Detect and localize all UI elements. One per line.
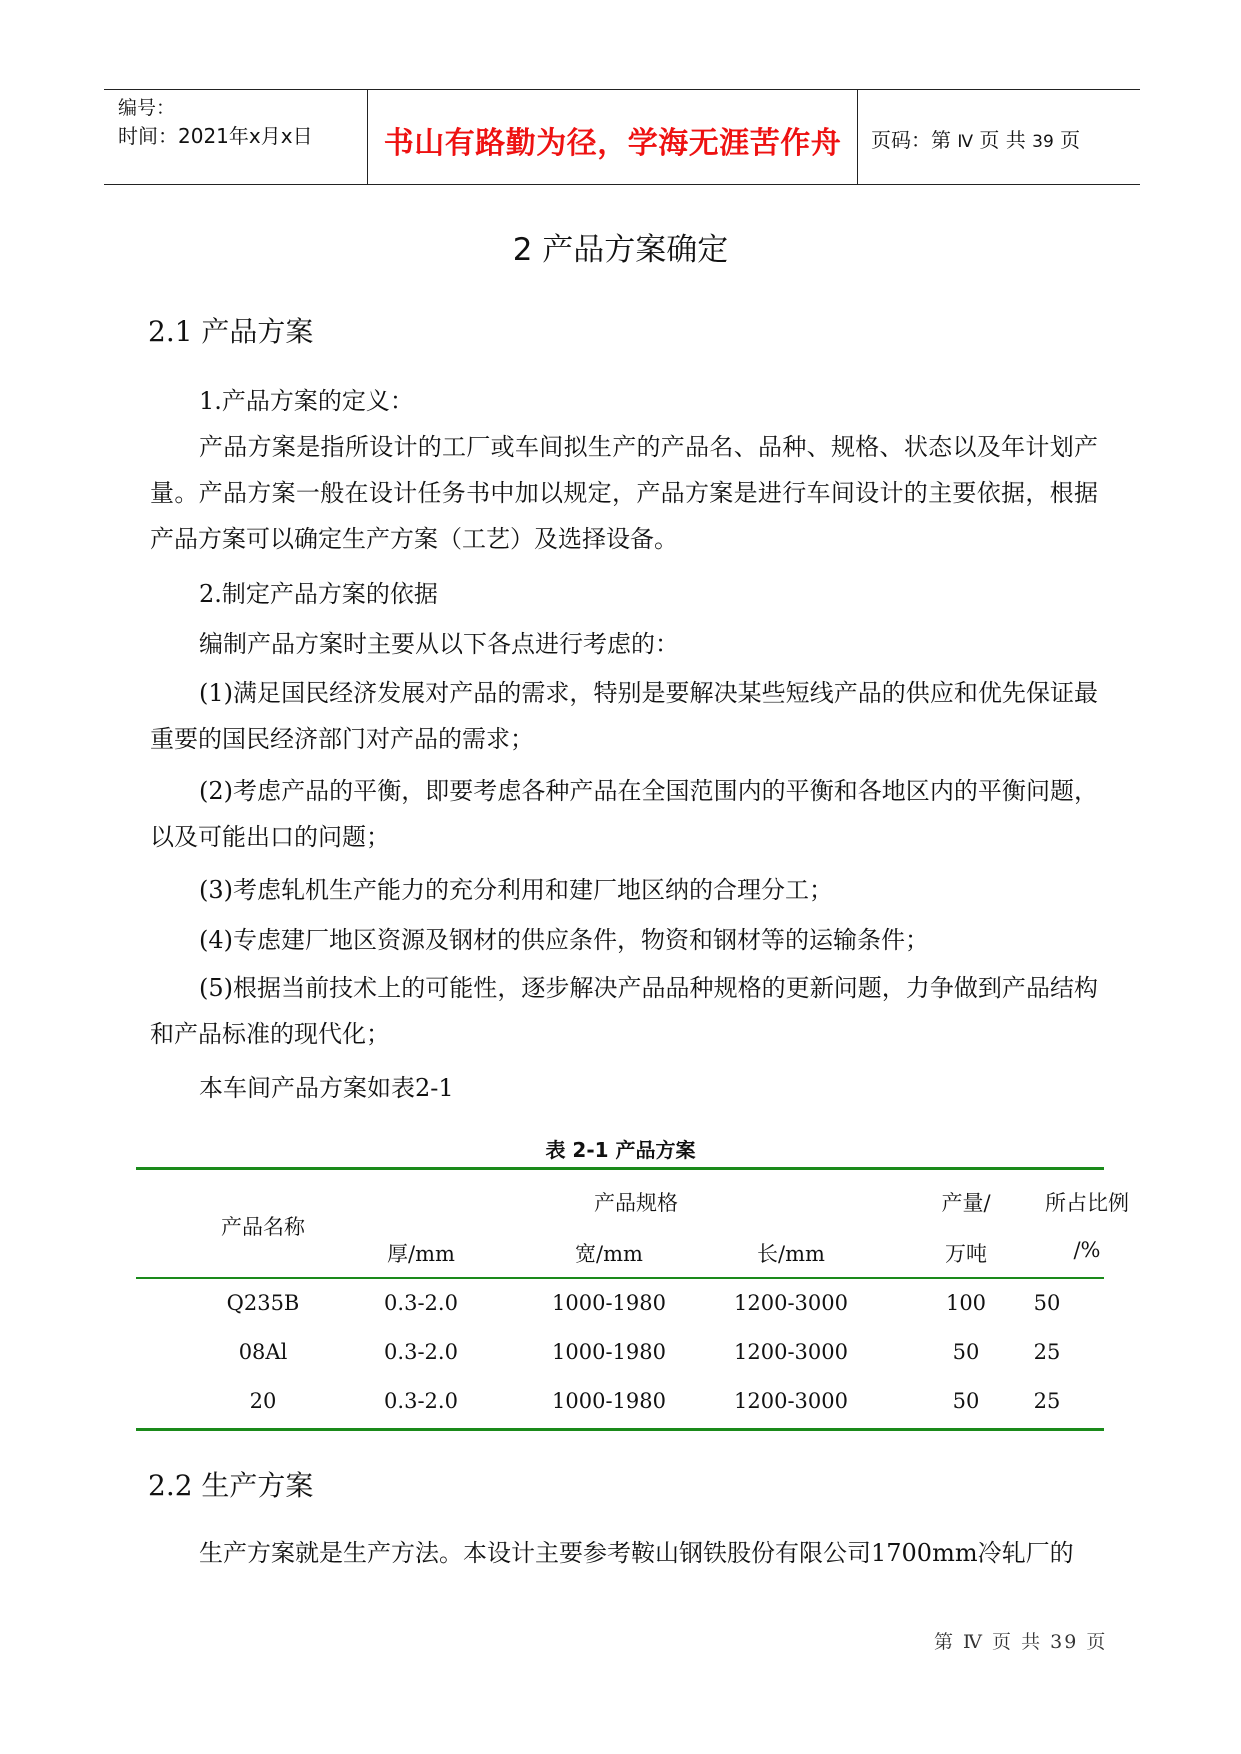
table-header-width: 宽/mm bbox=[575, 1242, 643, 1266]
table-cell-thick: 0.3-2.0 bbox=[384, 1389, 458, 1413]
table-header-spec: 产品规格 bbox=[594, 1191, 678, 1215]
table-header-length: 长/mm bbox=[757, 1242, 825, 1266]
table-bottom-rule bbox=[136, 1428, 1104, 1431]
table-cell-thick: 0.3-2.0 bbox=[384, 1291, 458, 1315]
header-page-total: 39 bbox=[1032, 132, 1054, 152]
table-cell-name: 20 bbox=[249, 1389, 277, 1413]
table-top-rule bbox=[136, 1167, 1104, 1170]
table-caption: 表 2-1 产品方案 bbox=[545, 1138, 696, 1162]
table-cell-length: 1200-3000 bbox=[734, 1389, 848, 1413]
page-header bbox=[104, 89, 1140, 185]
document-number-label: 编号： bbox=[118, 97, 176, 119]
table-header-rule bbox=[136, 1277, 1104, 1279]
table-header-output: 产量/ bbox=[941, 1191, 991, 1215]
table-cell-length: 1200-3000 bbox=[734, 1340, 848, 1364]
table-cell-ratio: 25 bbox=[1033, 1389, 1061, 1413]
document-time: 时间：2021年x月x日 bbox=[118, 124, 313, 148]
header-page-current: Ⅳ bbox=[957, 132, 974, 152]
header-info-cell bbox=[104, 90, 368, 184]
page-footer: 第 Ⅳ 页 共 39 页 bbox=[934, 1631, 1108, 1653]
section-heading-2-2: 2.2 生产方案 bbox=[148, 1469, 314, 1502]
paragraph: 生产方案就是生产方法。本设计主要参考鞍山钢铁股份有限公司1700mm冷轧厂的 bbox=[199, 1539, 1074, 1567]
header-motto: 书山有路勤为径，学海无涯苦作舟 bbox=[383, 126, 842, 161]
table-cell-name: 08Al bbox=[238, 1340, 288, 1364]
table-header-name: 产品名称 bbox=[221, 1215, 305, 1239]
paragraph: (1)满足国民经济发展对产品的需求，特别是要解决某些短线产品的供应和优先保证最重要的国民经济部门对产品的需求； bbox=[150, 679, 1098, 753]
paragraph: 2.制定产品方案的依据 bbox=[199, 580, 438, 608]
table-header-thick: 厚/mm bbox=[387, 1242, 455, 1266]
table-cell-thick: 0.3-2.0 bbox=[384, 1340, 458, 1364]
table-cell-output: 50 bbox=[952, 1340, 980, 1364]
paragraph: 产品方案是指所设计的工厂或车间拟生产的产品名、品种、规格、状态以及年计划产量。产品方案一般在设计任务书中加以规定，产品方案是进行车间设计的主要依据，根据产品方案可以确定生产方案（工艺）及选择设备。 bbox=[150, 433, 1098, 553]
header-page-suffix: 页 bbox=[1060, 128, 1081, 152]
paragraph: 1.产品方案的定义： bbox=[199, 387, 414, 415]
table-cell-ratio: 25 bbox=[1033, 1340, 1061, 1364]
table-cell-output: 50 bbox=[952, 1389, 980, 1413]
table-cell-width: 1000-1980 bbox=[552, 1291, 666, 1315]
table-header-ratio: 所占比例 bbox=[1045, 1191, 1129, 1215]
chapter-title: 2 产品方案确定 bbox=[512, 232, 729, 268]
table-cell-output: 100 bbox=[945, 1291, 987, 1315]
section-heading-2-1: 2.1 产品方案 bbox=[148, 315, 314, 348]
table-cell-name: Q235B bbox=[226, 1291, 300, 1315]
paragraph: (2)考虑产品的平衡，即要考虑各种产品在全国范围内的平衡和各地区内的平衡问题，以及可能出口的问题； bbox=[150, 777, 1098, 851]
paragraph: 编制产品方案时主要从以下各点进行考虑的： bbox=[199, 630, 679, 658]
header-page-prefix: 页码：第 bbox=[871, 128, 951, 152]
product-plan-table bbox=[136, 1167, 1129, 1431]
table-header-ratio-unit: /% bbox=[1073, 1238, 1101, 1262]
table-cell-width: 1000-1980 bbox=[552, 1340, 666, 1364]
paragraph: (3)考虑轧机生产能力的充分利用和建厂地区纳的合理分工； bbox=[199, 876, 833, 904]
header-motto-cell bbox=[368, 90, 858, 184]
header-page-mid: 页 共 bbox=[979, 128, 1026, 152]
table-cell-width: 1000-1980 bbox=[552, 1389, 666, 1413]
paragraph: (4)专虑建厂地区资源及钢材的供应条件，物资和钢材等的运输条件； bbox=[199, 926, 929, 954]
table-header-output-unit: 万吨 bbox=[945, 1242, 987, 1266]
table-cell-length: 1200-3000 bbox=[734, 1291, 848, 1315]
table-cell-ratio: 50 bbox=[1033, 1291, 1061, 1315]
header-page-cell bbox=[858, 90, 1140, 184]
paragraph: 本车间产品方案如表2-1 bbox=[199, 1074, 454, 1102]
paragraph: (5)根据当前技术上的可能性，逐步解决产品品种规格的更新问题，力争做到产品结构和产品标准的现代化； bbox=[150, 974, 1098, 1048]
header-page-indicator bbox=[871, 124, 1080, 153]
